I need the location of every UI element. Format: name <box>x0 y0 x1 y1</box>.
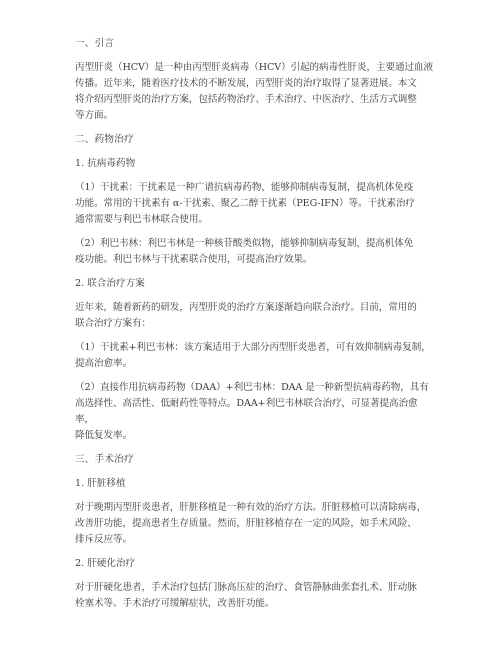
paragraph-liver-transplant: 对于晚期丙型肝炎患者，肝脏移植是一种有效的治疗方法。肝脏移植可以清除病毒， 改善肝功能，提高患者生存质量。然而，肝脏移植存在一定的风险，如手术风险、 排斥反应等。 <box>75 502 427 545</box>
paragraph-combination-intro: 近年来，随着新药的研发，丙型肝炎的治疗方案逐渐趋向联合治疗。目前，常用的 联合治疗方案有： <box>75 302 417 329</box>
paragraph-cirrhosis: 对于肝硬化患者，手术治疗包括门脉高压症的治疗、食管静脉曲张套扎术、肝动脉 栓塞术等。手术治疗可缓解症状，改善肝功能。 <box>75 582 417 609</box>
subheading-cirrhosis: 2. 肝硬化治疗 <box>75 558 136 569</box>
paragraph-daa-ribavirin: （2）直接作用抗病毒药物（DAA）+利巴韦林：DAA 是一种新型抗病毒药物，具有 高选择性、高活性、低耐药性等特点。DAA+利巴韦林联合治疗，可显著提高治愈率， 降低复发率。 <box>75 382 429 441</box>
paragraph-interferon: （1）干扰素：干扰素是一种广谱抗病毒药物，能够抑制病毒复制，提高机体免疫 功能。常用的干扰素有 α-干扰素、聚乙二醇干扰素（PEG-IFN）等。干扰素治疗 通常需要与利巴韦林联合使用。 <box>75 182 415 225</box>
document-page <box>75 36 435 620</box>
subheading-combination: 2. 联合治疗方案 <box>75 278 145 289</box>
subheading-antiviral: 1. 抗病毒药物 <box>75 158 136 169</box>
section-heading-surgery: 三、手术治疗 <box>75 454 134 465</box>
paragraph-ribavirin: （2）利巴韦林：利巴韦林是一种核苷酸类似物，能够抑制病毒复制，提高机体免 疫功能。利巴韦林与干扰素联合使用，可提高治疗效果。 <box>75 238 414 265</box>
subheading-liver-transplant: 1. 肝脏移植 <box>75 478 126 489</box>
section-heading-intro: 一、引言 <box>75 38 115 49</box>
paragraph-ifn-ribavirin: （1）干扰素+利巴韦林：该方案适用于大部分丙型肝炎患者，可有效抑制病毒复制， 提高治愈率。 <box>75 342 431 369</box>
section-heading-drug: 二、药物治疗 <box>75 134 134 145</box>
intro-paragraph: 丙型肝炎（HCV）是一种由丙型肝炎病毒（HCV）引起的病毒性肝炎，主要通过血液 传播。近年来，随着医疗技术的不断发展，丙型肝炎的治疗取得了显著进展。本文 将介绍丙型肝炎的治疗方案，包括药物治疗、手术治疗、中医治疗、生活方式调整 等方面。 <box>75 62 433 121</box>
